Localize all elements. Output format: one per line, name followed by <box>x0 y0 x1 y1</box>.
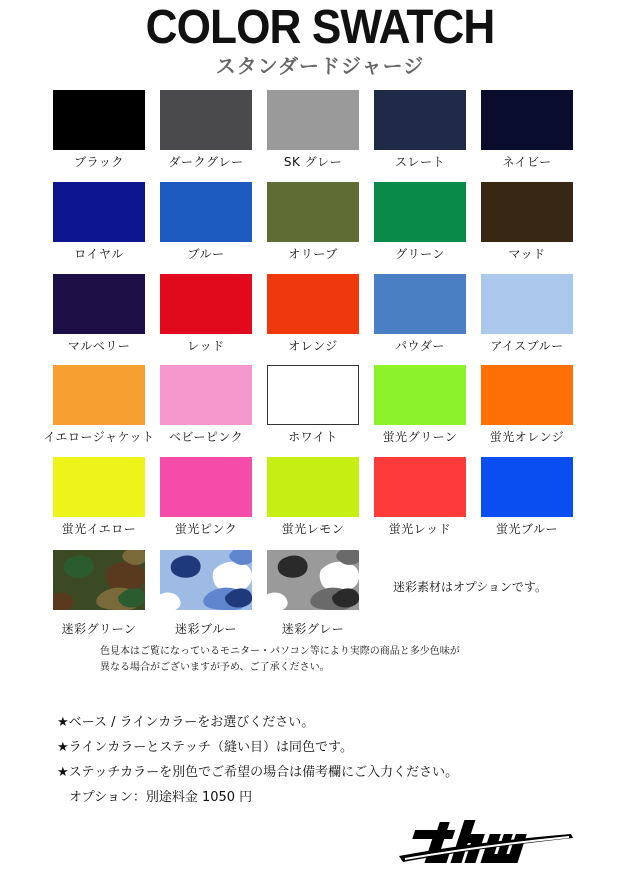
swatch-navy <box>467 90 587 190</box>
swatch-neon-pink <box>146 457 266 557</box>
swatch-mulberry <box>39 274 159 374</box>
swatch-color-box <box>267 365 359 425</box>
swatch-label: ベビーピンク <box>168 430 244 444</box>
option-price-note: オプション：別途料金 1050 円 <box>69 790 253 805</box>
swatch-powder <box>360 274 480 374</box>
swatch-color-box <box>374 182 466 242</box>
camo-pattern-box <box>160 550 252 610</box>
swatch-ice-blue <box>467 274 587 374</box>
swatch-label: パウダー <box>395 339 445 353</box>
swatch-label: 蛍光オレンジ <box>489 430 565 444</box>
camo-pattern-icon <box>53 550 145 610</box>
swatch-color-box <box>53 457 145 517</box>
swatch-neon-green <box>360 365 480 465</box>
swatch-label: 蛍光イエロー <box>61 522 137 536</box>
swatch-orange <box>253 274 373 374</box>
swatch-color-box <box>160 182 252 242</box>
swatch-label: 迷彩グリーン <box>61 622 137 636</box>
swatch-label: スレート <box>394 155 445 169</box>
disclaimer-line-2: 異なる場合がございますが予め、ご了承ください。 <box>100 662 330 673</box>
swatch-mud <box>467 182 587 282</box>
swatch-camo-gray <box>253 550 373 650</box>
swatch-color-box <box>267 457 359 517</box>
swatch-blue <box>146 182 266 282</box>
swatch-label: ホワイト <box>288 430 338 444</box>
swatch-color-box <box>160 457 252 517</box>
swatch-label: ネイビー <box>502 155 552 169</box>
swatch-color-box <box>160 274 252 334</box>
swatch-neon-orange <box>467 365 587 465</box>
swatch-black <box>39 90 159 190</box>
camo-pattern-icon <box>160 550 252 610</box>
swatch-green <box>360 182 480 282</box>
swatch-white <box>253 365 373 465</box>
swatch-color-box <box>481 182 573 242</box>
page-title: COLOR SWATCH <box>145 1 495 54</box>
swatch-label: レッド <box>187 339 225 353</box>
swatch-color-box <box>267 90 359 150</box>
swatch-yellow-jacket <box>39 365 159 465</box>
swatch-color-box <box>53 274 145 334</box>
disclaimer-line-1: 色見本はご覧になっているモニター・パソコン等により実際の商品と多少色味が <box>100 646 460 657</box>
swatch-neon-red <box>360 457 480 557</box>
swatch-label: ブルー <box>187 247 225 261</box>
note-stitch-same-color: ★ラインカラーとステッチ（縫い目）は同色です。 <box>57 740 353 755</box>
swatch-dark-gray <box>146 90 266 190</box>
page-subtitle: スタンダードジャージ <box>215 54 425 78</box>
swatch-red <box>146 274 266 374</box>
swatch-color-box <box>160 90 252 150</box>
swatch-label: マルベリー <box>67 339 131 353</box>
swatch-label: 迷彩ブルー <box>174 622 238 636</box>
order-notes <box>57 710 458 810</box>
swatch-label: アイスブルー <box>490 339 564 353</box>
swatch-color-box <box>53 365 145 425</box>
swatch-color-box <box>481 274 573 334</box>
swatch-label: 蛍光グリーン <box>382 430 458 444</box>
swatch-label: 蛍光ピンク <box>174 522 238 536</box>
swatch-camo-green <box>39 550 159 650</box>
swatch-color-box <box>481 457 573 517</box>
swatch-label: 蛍光ブルー <box>495 522 559 536</box>
swatch-label: オリーブ <box>288 247 338 261</box>
swatch-neon-lemon <box>253 457 373 557</box>
swatch-neon-yellow <box>39 457 159 557</box>
swatch-color-box <box>374 274 466 334</box>
swatch-neon-blue <box>467 457 587 557</box>
swatch-label: 蛍光レモン <box>281 522 345 536</box>
swatch-label: グリーン <box>395 247 445 261</box>
swatch-label: オレンジ <box>288 339 338 353</box>
swatch-olive <box>253 182 373 282</box>
swatch-label: SK グレー <box>283 155 343 169</box>
swatch-label: イエロージャケット <box>43 430 155 444</box>
swatch-baby-pink <box>146 365 266 465</box>
swatch-color-box <box>481 365 573 425</box>
disclaimer <box>100 644 460 676</box>
thw-logo <box>395 812 585 876</box>
swatch-color-box <box>53 182 145 242</box>
swatch-color-box <box>481 90 573 150</box>
note-base-line-color: ★ベース / ラインカラーをお選びください。 <box>57 715 315 730</box>
camo-note: 迷彩素材はオプションです。 <box>393 580 547 594</box>
swatch-label: ロイヤル <box>74 247 124 261</box>
swatch-sk-gray <box>253 90 373 190</box>
swatch-slate <box>360 90 480 190</box>
camo-pattern-box <box>267 550 359 610</box>
swatch-color-box <box>267 182 359 242</box>
swatch-label: ダークグレー <box>168 155 244 169</box>
swatch-color-box <box>53 90 145 150</box>
swatch-color-box <box>267 274 359 334</box>
swatch-label: マッド <box>508 247 546 261</box>
swatch-label: ブラック <box>74 155 124 169</box>
swatch-color-box <box>374 365 466 425</box>
swatch-royal <box>39 182 159 282</box>
swatch-label: 蛍光レッド <box>388 522 452 536</box>
camo-pattern-icon <box>267 550 359 610</box>
swatch-color-box <box>374 90 466 150</box>
note-stitch-other-color: ★ステッチカラーを別色でご希望の場合は備考欄にご入力ください。 <box>57 765 459 780</box>
swatch-camo-blue <box>146 550 266 650</box>
camo-pattern-box <box>53 550 145 610</box>
thw-logo-mark <box>395 812 585 872</box>
swatch-color-box <box>374 457 466 517</box>
swatch-label: 迷彩グレー <box>281 622 345 636</box>
swatch-color-box <box>160 365 252 425</box>
